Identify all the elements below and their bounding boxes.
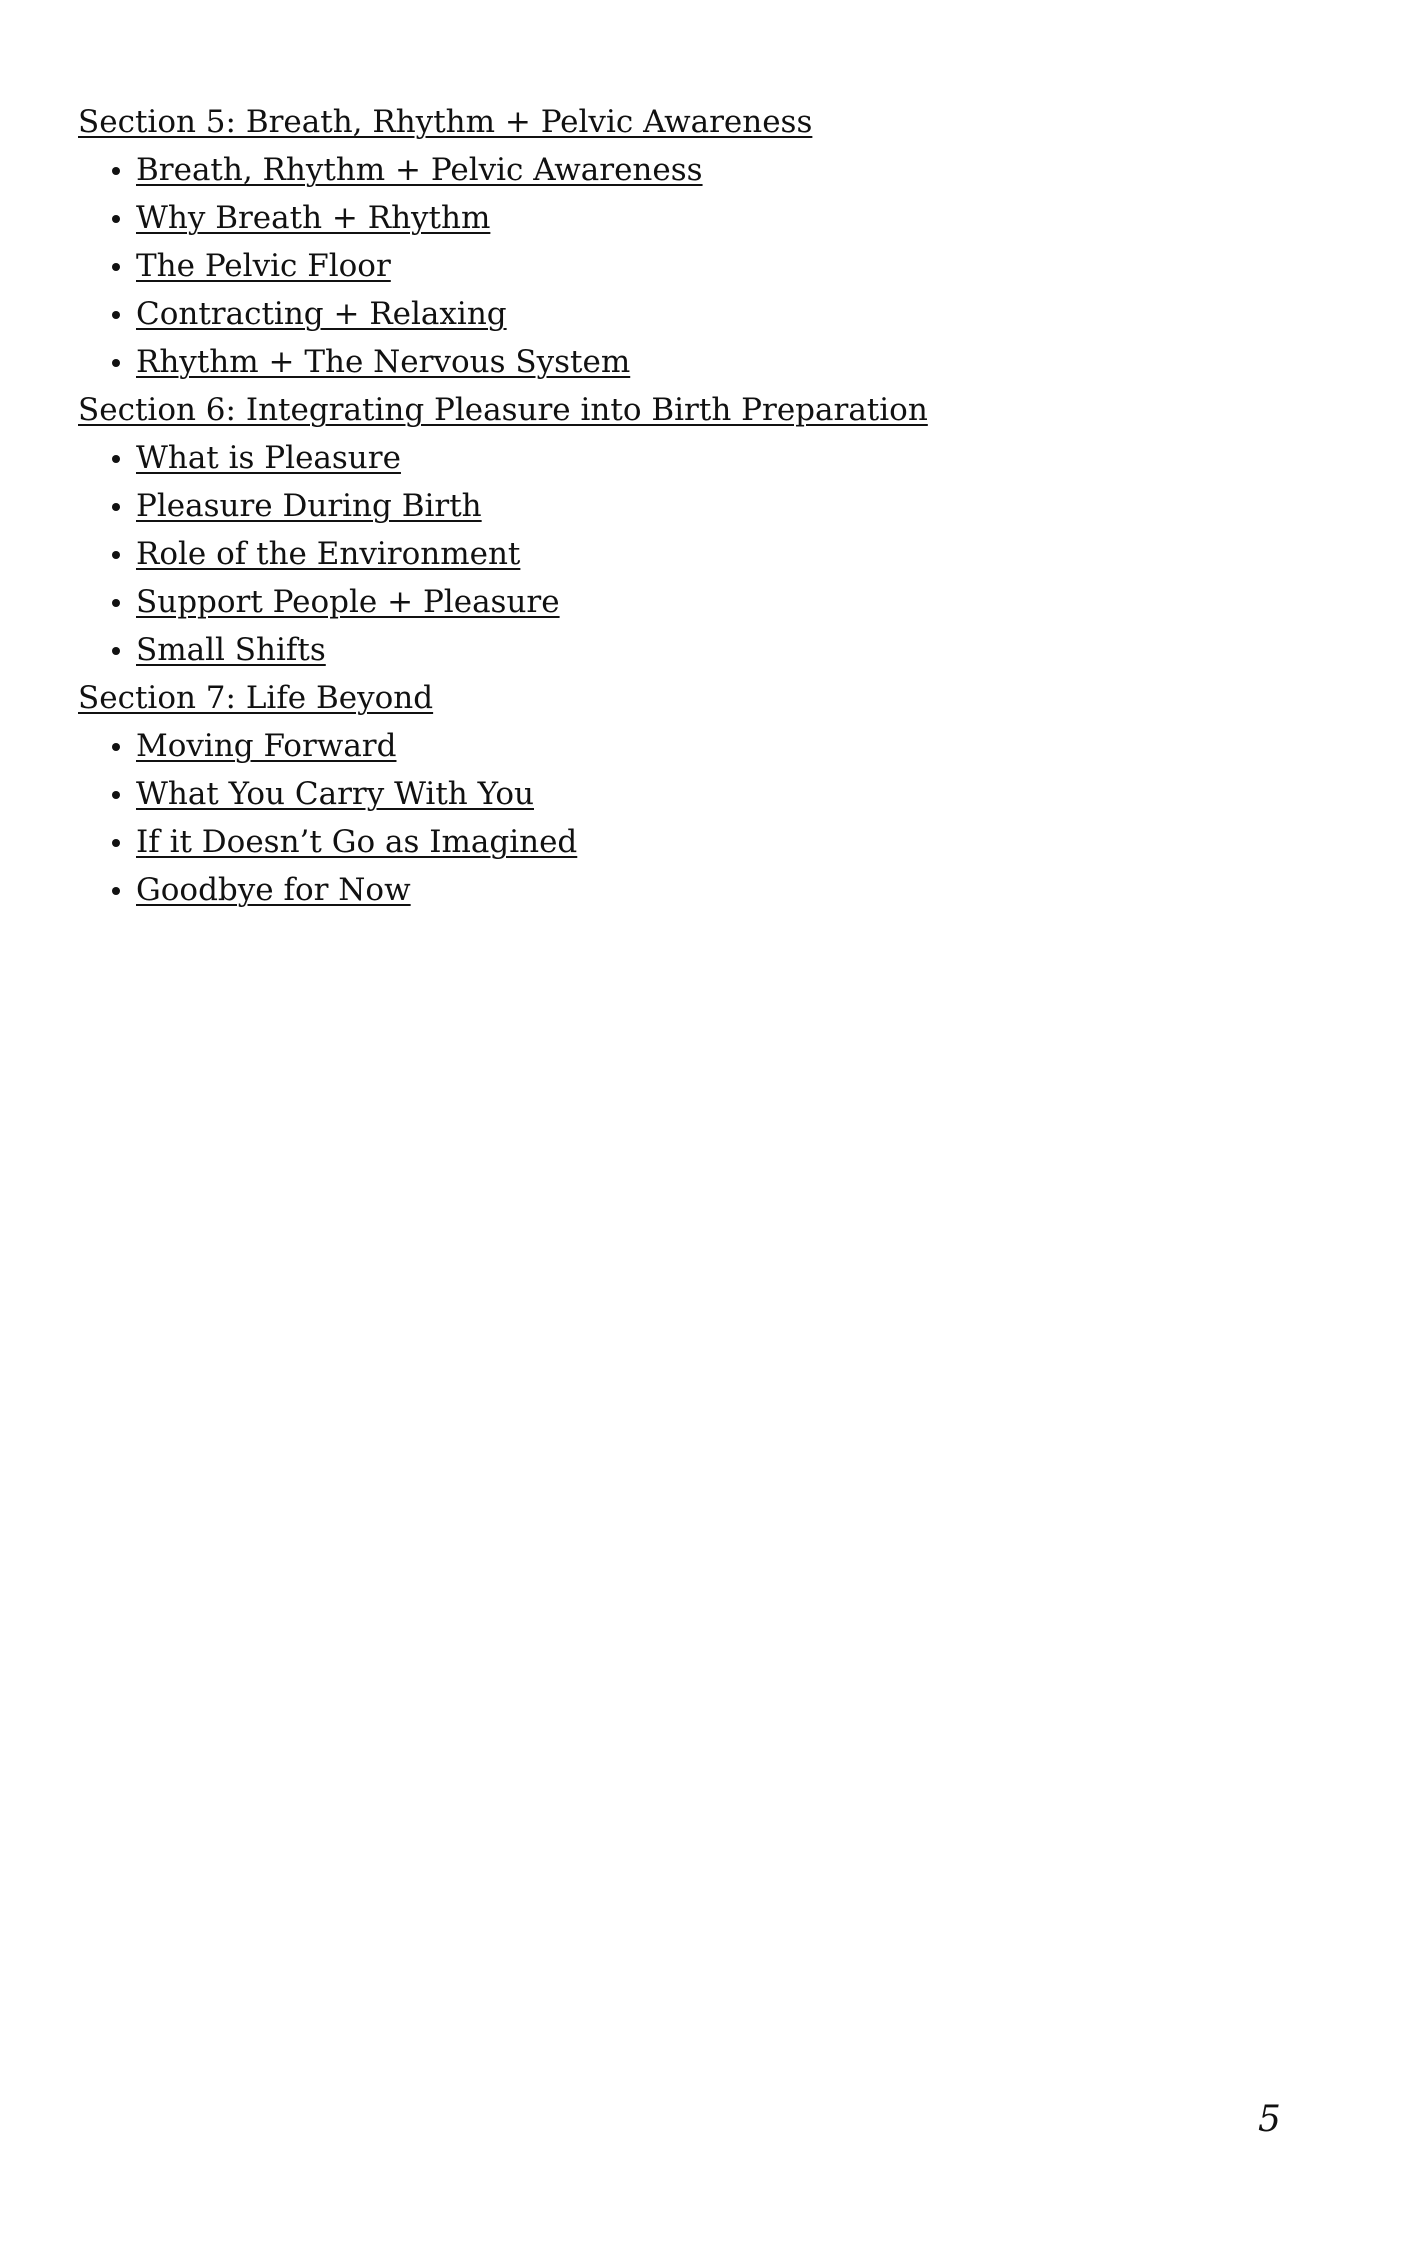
toc-link-role-of-environment[interactable]: Role of the Environment [136, 536, 521, 572]
toc-section-5 [78, 98, 1318, 386]
list-item [136, 338, 1318, 386]
list-item [136, 866, 1318, 914]
section-5-link[interactable]: Section 5: Breath, Rhythm + Pelvic Awareness [78, 104, 813, 140]
section-7-entries [78, 722, 1318, 914]
toc-link-small-shifts[interactable]: Small Shifts [136, 632, 326, 668]
toc-link-if-it-doesnt-go[interactable]: If it Doesn’t Go as Imagined [136, 824, 578, 860]
list-item [136, 146, 1318, 194]
toc-link-contracting-relaxing[interactable]: Contracting + Relaxing [136, 296, 507, 332]
list-item [136, 290, 1318, 338]
toc-link-why-breath-rhythm[interactable]: Why Breath + Rhythm [136, 200, 491, 236]
list-item [136, 194, 1318, 242]
toc-section-6 [78, 386, 1318, 674]
page-number: 5 [1258, 2099, 1281, 2140]
toc-link-goodbye-for-now[interactable]: Goodbye for Now [136, 872, 411, 908]
section-5-entries [78, 146, 1318, 386]
toc-section-7 [78, 674, 1318, 914]
toc-link-support-people-pleasure[interactable]: Support People + Pleasure [136, 584, 560, 620]
toc-link-what-you-carry[interactable]: What You Carry With You [136, 776, 534, 812]
list-item [136, 434, 1318, 482]
list-item [136, 578, 1318, 626]
list-item [136, 770, 1318, 818]
list-item [136, 530, 1318, 578]
section-6-link[interactable]: Section 6: Integrating Pleasure into Birth Preparation [78, 392, 928, 428]
toc-link-moving-forward[interactable]: Moving Forward [136, 728, 397, 764]
table-of-contents [78, 98, 1318, 914]
toc-link-rhythm-nervous-system[interactable]: Rhythm + The Nervous System [136, 344, 631, 380]
toc-link-what-is-pleasure[interactable]: What is Pleasure [136, 440, 401, 476]
toc-link-breath-rhythm-pelvic-awareness[interactable]: Breath, Rhythm + Pelvic Awareness [136, 152, 703, 188]
toc-link-pleasure-during-birth[interactable]: Pleasure During Birth [136, 488, 482, 524]
list-item [136, 482, 1318, 530]
list-item [136, 722, 1318, 770]
list-item [136, 242, 1318, 290]
list-item [136, 818, 1318, 866]
list-item [136, 626, 1318, 674]
toc-link-pelvic-floor[interactable]: The Pelvic Floor [136, 248, 391, 284]
section-6-entries [78, 434, 1318, 674]
section-7-link[interactable]: Section 7: Life Beyond [78, 680, 434, 716]
